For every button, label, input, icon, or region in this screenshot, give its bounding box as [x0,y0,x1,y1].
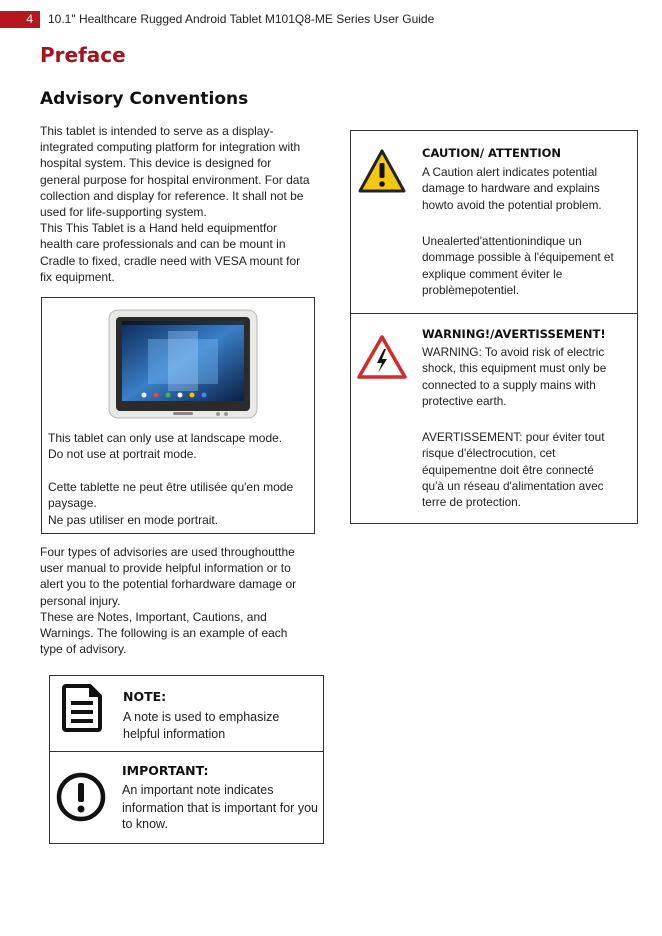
advisory-intro-line: These are Notes, Important, Cautions, and [40,609,267,624]
intro-line: general purpose for hospital environment. For data [40,172,310,187]
note-heading: NOTE: [123,689,167,704]
section-heading: Advisory Conventions [40,89,249,109]
notice-fr-line2: Ne pas utiliser en mode portrait. [48,512,219,527]
warning-en-line: WARNING: To avoid risk of electric [422,345,605,359]
note-icon [62,684,104,732]
advisory-intro-line: type of advisory. [40,642,127,657]
warning-en-line: protective earth. [422,393,507,408]
warning-en-text [422,344,632,409]
caution-triangle-icon [357,148,407,194]
intro-line: collection and display for reference. It shall not be [40,188,304,203]
intro-line: This This Tablet is a Hand held equipmentfor [40,221,278,236]
notice-fr-line1: Cette tablette ne peut être utilisée qu'en mode paysage. [48,479,294,511]
warning-heading: WARNING!/AVERTISSEMENT! [422,327,606,341]
advisory-intro-line: Warnings. The following is an example of each [40,626,288,641]
caution-fr-line: problèmepotentiel. [422,282,520,297]
intro-paragraph [40,123,320,285]
intro-line: This tablet is intended to serve as a display- [40,124,274,138]
important-line2: information that is important for you to know. [122,801,318,831]
warning-fr-line: risque d'électrocution, cet [422,446,556,461]
advisory-intro-line: alert you to the potential forhardware damage or [40,577,297,592]
caution-warning-divider [351,313,637,314]
advisory-intro-line: Four types of advisories are used throughoutthe [40,545,295,559]
advisory-intro-paragraph [40,544,320,657]
caution-fr-line: dommage possible à l'équipement et [422,250,614,265]
intro-line: integrated computing platform for integration with [40,140,301,155]
intro-line: health care professionals and can be mount in [40,237,286,252]
preface-heading: Preface [40,43,126,67]
notice-en-line2: Do not use at portrait mode. [48,447,197,462]
advisory-divider [50,751,323,752]
important-heading: IMPORTANT: [122,763,209,778]
tablet-image [108,309,258,419]
caution-heading: CAUTION/ ATTENTION [422,146,562,160]
note-text: A note is used to emphasize helpful information [123,710,280,741]
exclamation-circle-icon [56,772,106,822]
warning-fr-text [422,429,632,510]
warning-fr-line: AVERTISSEMENT: pour éviter tout [422,430,605,444]
electric-shock-icon [356,334,408,380]
intro-line: Cradle to fixed, cradle need with VESA mount for [40,253,301,268]
landscape-notice-box [41,297,315,534]
landscape-notice-text [48,430,310,528]
intro-line: fix equipment. [40,269,115,284]
caution-en-line: A Caution alert indicates potential [422,165,598,179]
caution-fr-line: explique comment éviter le [422,266,563,281]
caution-en-text [422,164,632,213]
caution-fr-line: Unealerted'attentionindique un [422,234,582,248]
notice-en-line1: This tablet can only use at landscape mode. [48,431,283,445]
caution-en-line: howto avoid the potential problem. [422,197,602,212]
warning-fr-line: qu'à un réseau d'alimentation avec [422,478,604,493]
advisory-intro-line: personal injury. [40,593,121,608]
important-line1: An important note indicates [122,783,274,797]
caution-fr-text [422,233,632,298]
warning-fr-line: équipementne doit être connecté [422,462,594,477]
warning-fr-line: terre de protection. [422,495,522,510]
intro-line: used for life-supporting system. [40,205,207,220]
caution-en-line: damage to hardware and explains [422,181,600,196]
warning-en-line: shock, this equipment must only be [422,361,607,376]
intro-line: hospital system. This device is designed for [40,156,272,171]
advisory-intro-line: user manual to provide helpful information or to [40,561,291,576]
page-number: 4 [0,11,40,28]
caution-warning-box [350,130,638,524]
warning-en-line: connected to a supply mains with [422,377,596,392]
document-title: 10.1" Healthcare Rugged Android Tablet M101Q8-ME Series User Guide [48,12,435,26]
note-important-box [49,675,324,844]
